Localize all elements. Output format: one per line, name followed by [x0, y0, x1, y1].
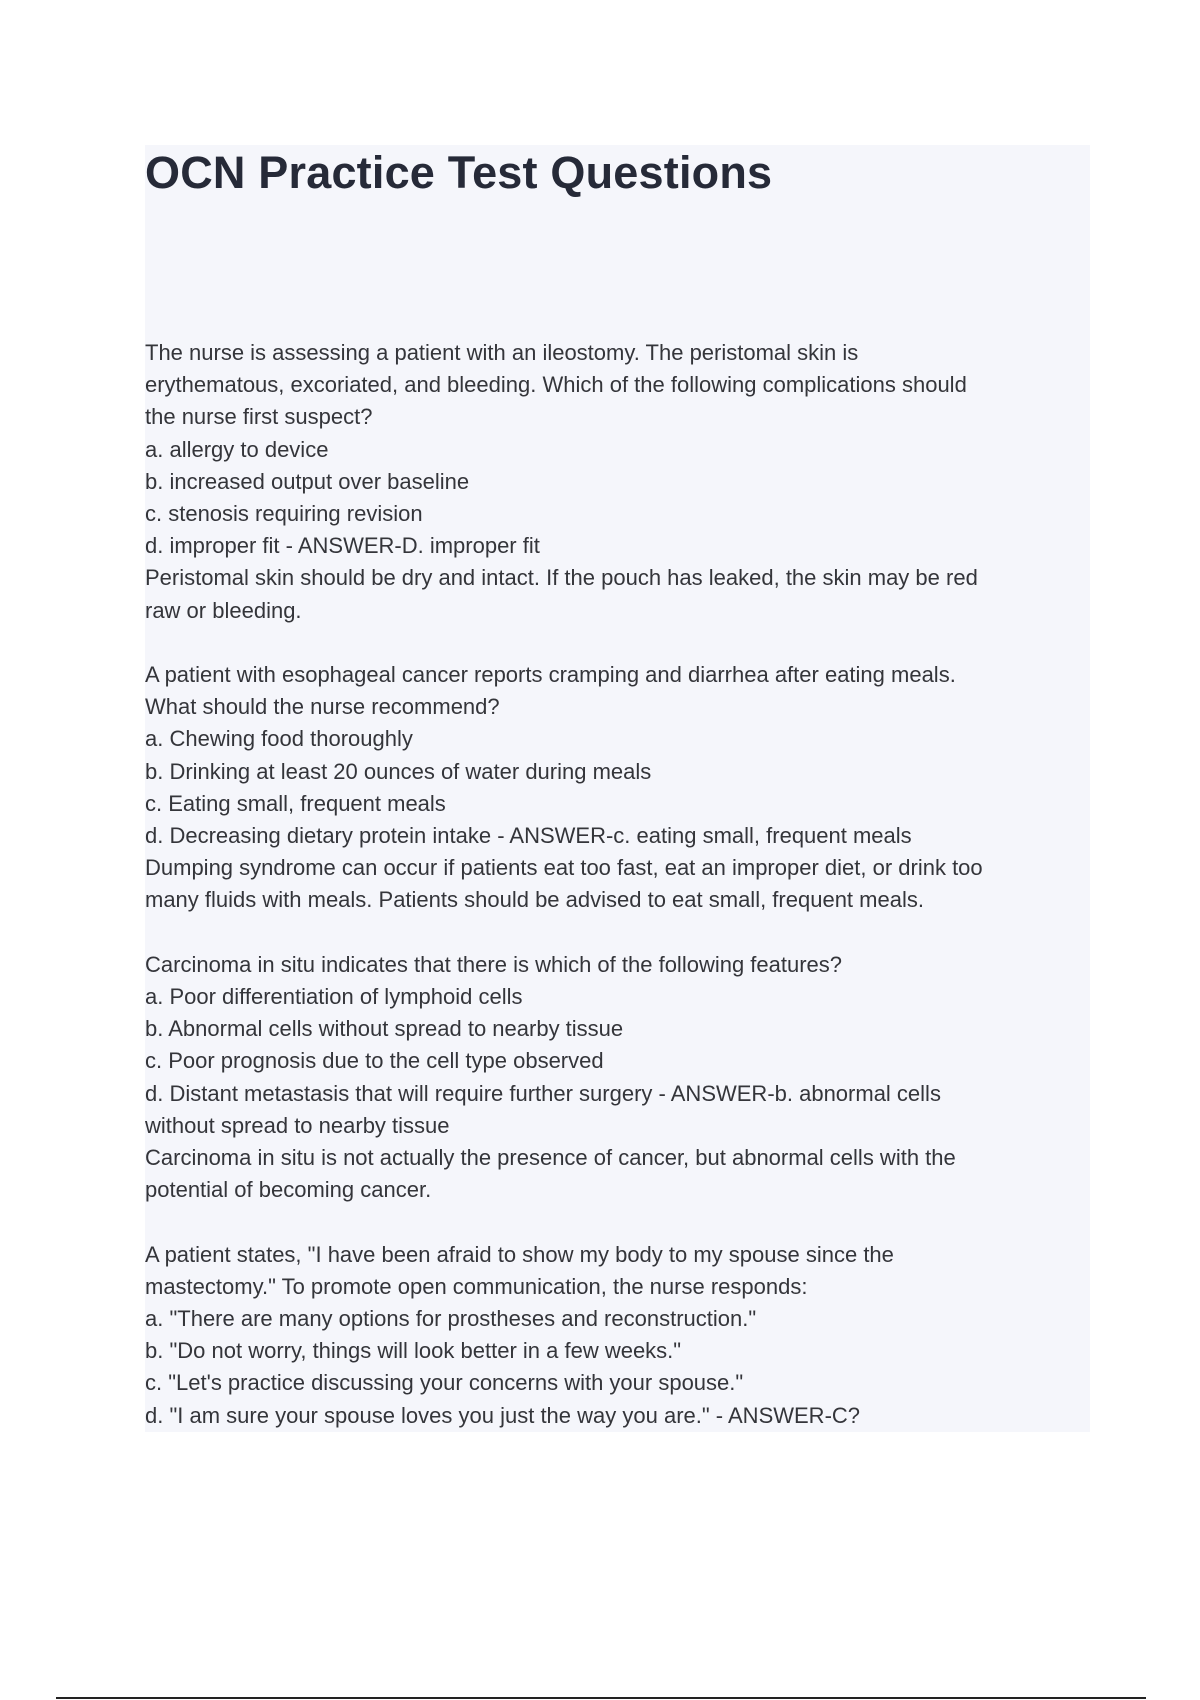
answer-option: a. "There are many options for prostheses and reconstruction." [145, 1306, 757, 1332]
answer-option: a. allergy to device [145, 436, 329, 462]
page-title: OCN Practice Test Questions [145, 147, 773, 198]
answer-option: b. "Do not worry, things will look better in a few weeks." [145, 1338, 682, 1364]
answer-option: a. Poor differentiation of lymphoid cells [145, 984, 523, 1010]
footer-divider [56, 1697, 1146, 1699]
rationale-line: raw or bleeding. [145, 597, 302, 623]
rationale-line: potential of becoming cancer. [145, 1177, 432, 1203]
answer-option: c. "Let's practice discussing your concerns with your spouse." [145, 1370, 744, 1396]
rationale-line: many fluids with meals. Patients should be advised to eat small, frequent meals. [145, 887, 924, 913]
answer-option: d. Decreasing dietary protein intake - ANSWER-c. eating small, frequent meals [145, 823, 912, 849]
answer-option: d. improper fit - ANSWER-D. improper fit [145, 533, 540, 559]
question-stem-line: Carcinoma in situ indicates that there is which of the following features? [145, 951, 843, 977]
question-stem-line: erythematous, excoriated, and bleeding. Which of the following complications should [145, 372, 967, 398]
rationale-line: Dumping syndrome can occur if patients eat too fast, eat an improper diet, or drink too [145, 855, 983, 881]
question-stem-line: A patient with esophageal cancer reports cramping and diarrhea after eating meals. [145, 662, 956, 688]
document-content [145, 145, 1090, 1432]
question-1 [145, 337, 1090, 627]
answer-option: c. Poor prognosis due to the cell type observed [145, 1048, 604, 1074]
answer-option: a. Chewing food thoroughly [145, 726, 413, 752]
question-stem-line: A patient states, "I have been afraid to show my body to my spouse since the [145, 1241, 894, 1267]
answer-option: b. Drinking at least 20 ounces of water during meals [145, 758, 652, 784]
question-stem-line: What should the nurse recommend? [145, 694, 500, 720]
answer-option: without spread to nearby tissue [145, 1112, 450, 1138]
rationale-line: Peristomal skin should be dry and intact. If the pouch has leaked, the skin may be red [145, 565, 978, 591]
answer-option: d. "I am sure your spouse loves you just the way you are." - ANSWER-C? [145, 1402, 861, 1428]
answer-option: c. stenosis requiring revision [145, 501, 423, 527]
rationale-line: Carcinoma in situ is not actually the presence of cancer, but abnormal cells with the [145, 1145, 956, 1171]
answer-option: d. Distant metastasis that will require further surgery - ANSWER-b. abnormal cells [145, 1080, 941, 1106]
question-4 [145, 1239, 1090, 1432]
question-3 [145, 949, 1090, 1207]
answer-option: b. increased output over baseline [145, 468, 470, 494]
question-list [145, 337, 1090, 1432]
question-2 [145, 659, 1090, 917]
question-stem-line: the nurse first suspect? [145, 404, 373, 430]
question-stem-line: mastectomy." To promote open communication, the nurse responds: [145, 1273, 808, 1299]
answer-option: b. Abnormal cells without spread to nearby tissue [145, 1016, 624, 1042]
question-stem-line: The nurse is assessing a patient with an ileostomy. The peristomal skin is [145, 340, 859, 365]
answer-option: c. Eating small, frequent meals [145, 790, 446, 816]
